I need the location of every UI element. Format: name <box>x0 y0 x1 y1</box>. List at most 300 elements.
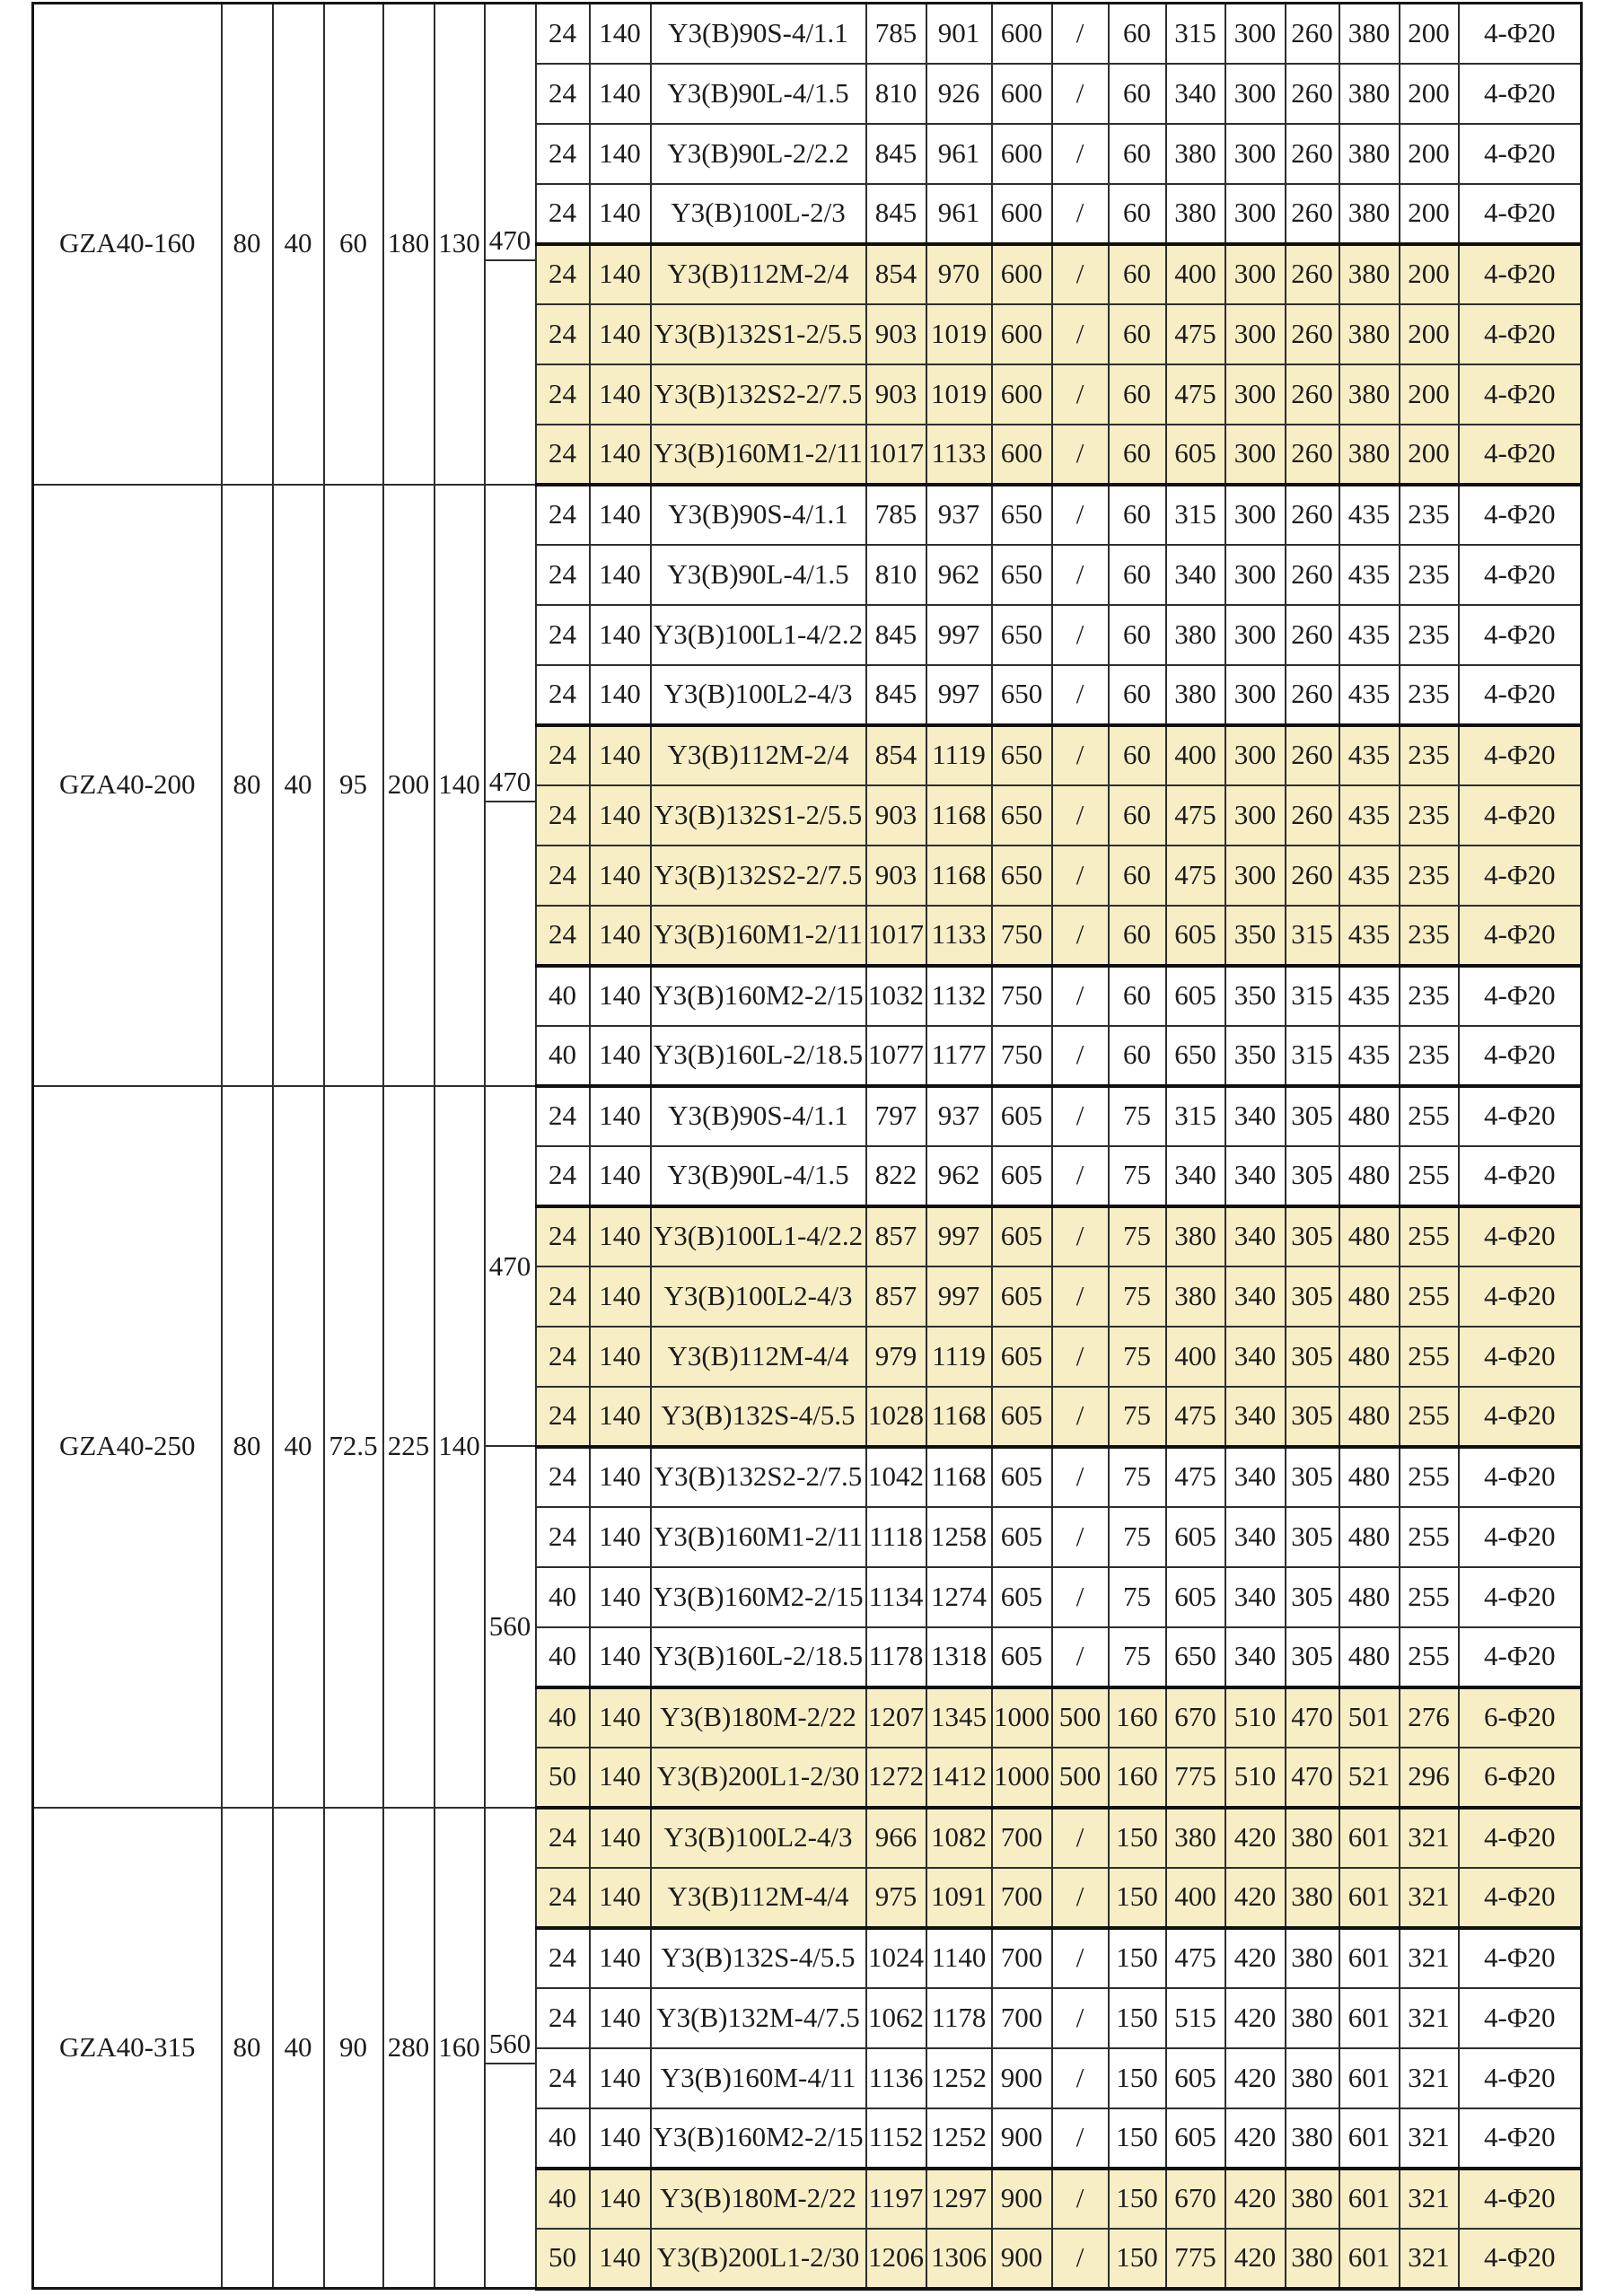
cell: 315 <box>1166 485 1225 545</box>
cell: 601 <box>1339 2048 1400 2108</box>
cell: 1024 <box>866 1928 926 1988</box>
spec-table-body <box>33 4 1582 2289</box>
cell: 997 <box>926 1266 992 1327</box>
cell: 1206 <box>866 2229 926 2289</box>
spec-row <box>33 485 1582 545</box>
cell: 1077 <box>866 1026 926 1086</box>
cell: 435 <box>1339 1026 1400 1086</box>
cell: 350 <box>1225 966 1286 1026</box>
cell: 845 <box>866 665 926 725</box>
cell: 903 <box>866 785 926 846</box>
cell: 24 <box>536 1387 590 1447</box>
cell: / <box>1052 1447 1109 1507</box>
cell: 1091 <box>926 1868 992 1928</box>
cell: Y3(B)112M-4/4 <box>651 1327 866 1387</box>
cell: 380 <box>1286 1808 1339 1868</box>
cell: 24 <box>536 545 590 605</box>
cell: 500 <box>1052 1748 1109 1808</box>
cell: 305 <box>1286 1327 1339 1387</box>
cell: 140 <box>590 364 651 425</box>
cell: 24 <box>536 124 590 184</box>
cell: 200 <box>1400 244 1459 304</box>
cell: 1207 <box>866 1687 926 1748</box>
cell: 380 <box>1339 64 1400 124</box>
cell: 605 <box>992 1387 1052 1447</box>
cell: 380 <box>1339 4 1400 64</box>
cell: 4-Φ20 <box>1459 1146 1582 1206</box>
shaft-divider-line <box>486 259 535 261</box>
cell: 966 <box>866 1808 926 1868</box>
cell: 60 <box>1109 485 1166 545</box>
cell: 260 <box>1286 665 1339 725</box>
dim-cell: 280 <box>383 1808 435 2289</box>
cell: 1028 <box>866 1387 926 1447</box>
cell: 1177 <box>926 1026 992 1086</box>
cell: 937 <box>926 485 992 545</box>
cell: 300 <box>1225 244 1286 304</box>
cell: 420 <box>1225 1868 1286 1928</box>
cell: Y3(B)160M2-2/15 <box>651 2108 866 2169</box>
cell: Y3(B)100L1-4/2.2 <box>651 605 866 665</box>
shaft-height-value: 470 <box>488 765 531 797</box>
cell: 854 <box>866 244 926 304</box>
cell: 260 <box>1286 364 1339 425</box>
cell: 60 <box>1109 725 1166 785</box>
cell: 475 <box>1166 364 1225 425</box>
cell: 321 <box>1400 1808 1459 1868</box>
cell: 1318 <box>926 1627 992 1687</box>
cell: 6-Φ20 <box>1459 1748 1582 1808</box>
cell: 300 <box>1225 665 1286 725</box>
cell: 435 <box>1339 725 1400 785</box>
cell: 605 <box>992 1447 1052 1507</box>
cell: 900 <box>992 2229 1052 2289</box>
cell: 40 <box>536 1567 590 1627</box>
cell: 775 <box>1166 2229 1225 2289</box>
cell: 150 <box>1109 2229 1166 2289</box>
cell: 857 <box>866 1266 926 1327</box>
cell: / <box>1052 1928 1109 1988</box>
cell: 305 <box>1286 1206 1339 1266</box>
cell: 24 <box>536 1206 590 1266</box>
cell: 321 <box>1400 2048 1459 2108</box>
cell: 321 <box>1400 1868 1459 1928</box>
cell: 750 <box>992 906 1052 966</box>
cell: 300 <box>1225 64 1286 124</box>
cell: 380 <box>1286 1988 1339 2048</box>
dim-cell: 40 <box>273 4 324 485</box>
cell: 1082 <box>926 1808 992 1868</box>
cell: 600 <box>992 304 1052 364</box>
dim-cell: 40 <box>273 1086 324 1808</box>
cell: 140 <box>590 184 651 244</box>
cell: 150 <box>1109 1808 1166 1868</box>
cell: 24 <box>536 184 590 244</box>
spec-row <box>33 1086 1582 1146</box>
cell: 305 <box>1286 1146 1339 1206</box>
cell: 1133 <box>926 425 992 485</box>
shaft-height-cell <box>485 4 536 485</box>
cell: 60 <box>1109 785 1166 846</box>
cell: 480 <box>1339 1266 1400 1327</box>
cell: 24 <box>536 64 590 124</box>
cell: Y3(B)180M-2/22 <box>651 1687 866 1748</box>
cell: 380 <box>1339 425 1400 485</box>
cell: 1119 <box>926 1327 992 1387</box>
cell: / <box>1052 1086 1109 1146</box>
cell: 4-Φ20 <box>1459 846 1582 906</box>
cell: 200 <box>1400 425 1459 485</box>
cell: Y3(B)132S2-2/7.5 <box>651 364 866 425</box>
dim-cell: 40 <box>273 485 324 1086</box>
cell: 601 <box>1339 2108 1400 2169</box>
cell: 605 <box>1166 966 1225 1026</box>
cell: 140 <box>590 665 651 725</box>
cell: 4-Φ20 <box>1459 2229 1582 2289</box>
cell: 255 <box>1400 1266 1459 1327</box>
dim-cell: 80 <box>222 1086 273 1808</box>
shaft-height-value: 560 <box>488 2028 531 2060</box>
cell: Y3(B)132S2-2/7.5 <box>651 846 866 906</box>
cell: 75 <box>1109 1447 1166 1507</box>
cell: 601 <box>1339 2229 1400 2289</box>
cell: Y3(B)100L2-4/3 <box>651 1808 866 1868</box>
cell: 340 <box>1225 1327 1286 1387</box>
cell: 200 <box>1400 304 1459 364</box>
cell: 475 <box>1166 1387 1225 1447</box>
cell: 140 <box>590 64 651 124</box>
cell: 1412 <box>926 1748 992 1808</box>
cell: 475 <box>1166 1447 1225 1507</box>
cell: 300 <box>1225 545 1286 605</box>
cell: 1133 <box>926 906 992 966</box>
spec-row <box>33 4 1582 64</box>
cell: / <box>1052 1206 1109 1266</box>
cell: 521 <box>1339 1748 1400 1808</box>
cell: 1062 <box>866 1988 926 2048</box>
cell: 340 <box>1166 1146 1225 1206</box>
cell: 605 <box>1166 425 1225 485</box>
cell: 857 <box>866 1206 926 1266</box>
cell: / <box>1052 1567 1109 1627</box>
cell: 797 <box>866 1086 926 1146</box>
cell: 420 <box>1225 2108 1286 2169</box>
cell: 140 <box>590 1808 651 1868</box>
cell: 235 <box>1400 605 1459 665</box>
cell: 501 <box>1339 1687 1400 1748</box>
cell: Y3(B)160M2-2/15 <box>651 966 866 1026</box>
cell: 140 <box>590 2108 651 2169</box>
cell: / <box>1052 4 1109 64</box>
cell: 40 <box>536 2108 590 2169</box>
cell: 140 <box>590 304 651 364</box>
cell: 600 <box>992 124 1052 184</box>
cell: 24 <box>536 364 590 425</box>
cell: 400 <box>1166 725 1225 785</box>
cell: 300 <box>1225 184 1286 244</box>
cell: 300 <box>1225 425 1286 485</box>
cell: 300 <box>1225 4 1286 64</box>
cell: 380 <box>1166 665 1225 725</box>
dim-cell: 80 <box>222 1808 273 2289</box>
cell: / <box>1052 665 1109 725</box>
cell: 4-Φ20 <box>1459 1988 1582 2048</box>
cell: 4-Φ20 <box>1459 1808 1582 1868</box>
cell: 260 <box>1286 425 1339 485</box>
cell: 1132 <box>926 966 992 1026</box>
cell: Y3(B)132S-4/5.5 <box>651 1928 866 1988</box>
shaft-height-cell <box>485 1808 536 2289</box>
cell: / <box>1052 244 1109 304</box>
cell: 260 <box>1286 605 1339 665</box>
cell: 40 <box>536 966 590 1026</box>
cell: 1134 <box>866 1567 926 1627</box>
cell: / <box>1052 906 1109 966</box>
shaft-height-cell <box>485 485 536 1086</box>
cell: 380 <box>1339 244 1400 304</box>
cell: 140 <box>590 1086 651 1146</box>
cell: 150 <box>1109 2108 1166 2169</box>
cell: 235 <box>1400 906 1459 966</box>
cell: 605 <box>992 1146 1052 1206</box>
cell: 900 <box>992 2108 1052 2169</box>
cell: 150 <box>1109 2048 1166 2108</box>
cell: 480 <box>1339 1387 1400 1447</box>
cell: / <box>1052 304 1109 364</box>
cell: 650 <box>992 785 1052 846</box>
cell: 480 <box>1339 1507 1400 1567</box>
cell: 380 <box>1286 1868 1339 1928</box>
cell: 4-Φ20 <box>1459 4 1582 64</box>
cell: Y3(B)160M-4/11 <box>651 2048 866 2108</box>
cell: 140 <box>590 605 651 665</box>
cell: 260 <box>1286 725 1339 785</box>
cell: 140 <box>590 1627 651 1687</box>
shaft-divider-line <box>486 2063 535 2064</box>
cell: 605 <box>1166 906 1225 966</box>
spec-row <box>33 1808 1582 1868</box>
cell: 4-Φ20 <box>1459 966 1582 1026</box>
cell: 140 <box>590 906 651 966</box>
cell: 160 <box>1109 1748 1166 1808</box>
cell: 24 <box>536 1327 590 1387</box>
cell: 24 <box>536 1447 590 1507</box>
cell: 24 <box>536 1086 590 1146</box>
cell: 785 <box>866 485 926 545</box>
cell: 822 <box>866 1146 926 1206</box>
cell: 605 <box>992 1086 1052 1146</box>
dim-cell: 130 <box>435 4 485 485</box>
cell: 380 <box>1339 124 1400 184</box>
cell: 650 <box>992 665 1052 725</box>
cell: 4-Φ20 <box>1459 2108 1582 2169</box>
dim-cell: 60 <box>324 4 383 485</box>
cell: 200 <box>1400 364 1459 425</box>
cell: 4-Φ20 <box>1459 2169 1582 2229</box>
dim-cell: 180 <box>383 4 435 485</box>
cell: 140 <box>590 1748 651 1808</box>
cell: 380 <box>1286 1928 1339 1988</box>
cell: 785 <box>866 4 926 64</box>
cell: 601 <box>1339 1868 1400 1928</box>
cell: 380 <box>1166 605 1225 665</box>
cell: 420 <box>1225 2169 1286 2229</box>
dim-cell: 80 <box>222 485 273 1086</box>
cell: 420 <box>1225 1928 1286 1988</box>
cell: 140 <box>590 4 651 64</box>
cell: 60 <box>1109 124 1166 184</box>
cell: 400 <box>1166 1327 1225 1387</box>
cell: 321 <box>1400 1988 1459 2048</box>
cell: 1032 <box>866 966 926 1026</box>
cell: 235 <box>1400 725 1459 785</box>
dim-cell: 225 <box>383 1086 435 1808</box>
cell: 305 <box>1286 1567 1339 1627</box>
cell: 605 <box>992 1327 1052 1387</box>
cell: 600 <box>992 364 1052 425</box>
cell: 605 <box>992 1206 1052 1266</box>
cell: 500 <box>1052 1687 1109 1748</box>
cell: Y3(B)132S2-2/7.5 <box>651 1447 866 1507</box>
cell: 1019 <box>926 304 992 364</box>
cell: / <box>1052 2108 1109 2169</box>
cell: 60 <box>1109 665 1166 725</box>
cell: 305 <box>1286 1086 1339 1146</box>
cell: 60 <box>1109 846 1166 906</box>
cell: Y3(B)100L-2/3 <box>651 184 866 244</box>
cell: 775 <box>1166 1748 1225 1808</box>
cell: 510 <box>1225 1748 1286 1808</box>
cell: 75 <box>1109 1567 1166 1627</box>
cell: 24 <box>536 304 590 364</box>
cell: 650 <box>1166 1627 1225 1687</box>
cell: 961 <box>926 124 992 184</box>
cell: 1252 <box>926 2048 992 2108</box>
cell: 255 <box>1400 1567 1459 1627</box>
cell: 4-Φ20 <box>1459 364 1582 425</box>
cell: 750 <box>992 966 1052 1026</box>
cell: 235 <box>1400 485 1459 545</box>
cell: 810 <box>866 64 926 124</box>
cell: 150 <box>1109 2169 1166 2229</box>
cell: 926 <box>926 64 992 124</box>
cell: 970 <box>926 244 992 304</box>
cell: 60 <box>1109 906 1166 966</box>
cell: 260 <box>1286 846 1339 906</box>
cell: 1000 <box>992 1687 1052 1748</box>
cell: 255 <box>1400 1507 1459 1567</box>
cell: 140 <box>590 2048 651 2108</box>
cell: 962 <box>926 545 992 605</box>
cell: / <box>1052 1507 1109 1567</box>
dim-cell: 72.5 <box>324 1086 383 1808</box>
cell: 903 <box>866 304 926 364</box>
cell: / <box>1052 364 1109 425</box>
cell: 235 <box>1400 846 1459 906</box>
cell: 854 <box>866 725 926 785</box>
cell: Y3(B)100L2-4/3 <box>651 1266 866 1327</box>
cell: 24 <box>536 1988 590 2048</box>
cell: 24 <box>536 665 590 725</box>
cell: Y3(B)90L-4/1.5 <box>651 545 866 605</box>
cell: 260 <box>1286 244 1339 304</box>
cell: 200 <box>1400 124 1459 184</box>
cell: 315 <box>1166 4 1225 64</box>
cell: 901 <box>926 4 992 64</box>
shaft-height-cell <box>485 1086 536 1808</box>
cell: 60 <box>1109 1026 1166 1086</box>
cell: 480 <box>1339 1327 1400 1387</box>
cell: 1274 <box>926 1567 992 1627</box>
cell: 140 <box>590 545 651 605</box>
cell: 140 <box>590 1868 651 1928</box>
cell: 1168 <box>926 1447 992 1507</box>
cell: 1272 <box>866 1748 926 1808</box>
cell: 601 <box>1339 2169 1400 2229</box>
cell: 903 <box>866 846 926 906</box>
cell: 650 <box>992 545 1052 605</box>
cell: 435 <box>1339 485 1400 545</box>
cell: 140 <box>590 1988 651 2048</box>
cell: 140 <box>590 1206 651 1266</box>
cell: 4-Φ20 <box>1459 1627 1582 1687</box>
cell: 60 <box>1109 966 1166 1026</box>
cell: 4-Φ20 <box>1459 1868 1582 1928</box>
cell: 4-Φ20 <box>1459 304 1582 364</box>
cell: 24 <box>536 605 590 665</box>
dim-cell: 140 <box>435 485 485 1086</box>
cell: 255 <box>1400 1627 1459 1687</box>
cell: 300 <box>1225 605 1286 665</box>
cell: 350 <box>1225 1026 1286 1086</box>
cell: 305 <box>1286 1507 1339 1567</box>
cell: / <box>1052 966 1109 1026</box>
cell: 1017 <box>866 425 926 485</box>
cell: 997 <box>926 1206 992 1266</box>
dim-cell: 95 <box>324 485 383 1086</box>
cell: 4-Φ20 <box>1459 725 1582 785</box>
cell: 962 <box>926 1146 992 1206</box>
cell: Y3(B)160M1-2/11 <box>651 1507 866 1567</box>
cell: / <box>1052 545 1109 605</box>
cell: 480 <box>1339 1086 1400 1146</box>
model-cell: GZA40-250 <box>33 1086 222 1808</box>
cell: 435 <box>1339 545 1400 605</box>
cell: / <box>1052 2048 1109 2108</box>
cell: 75 <box>1109 1086 1166 1146</box>
cell: 24 <box>536 425 590 485</box>
cell: 480 <box>1339 1447 1400 1507</box>
dim-cell: 80 <box>222 4 273 485</box>
cell: 845 <box>866 124 926 184</box>
cell: / <box>1052 124 1109 184</box>
cell: / <box>1052 485 1109 545</box>
cell: 4-Φ20 <box>1459 1206 1582 1266</box>
cell: 24 <box>536 846 590 906</box>
cell: 650 <box>992 725 1052 785</box>
cell: 60 <box>1109 605 1166 665</box>
cell: 24 <box>536 485 590 545</box>
cell: 200 <box>1400 184 1459 244</box>
cell: 300 <box>1225 725 1286 785</box>
cell: Y3(B)112M-4/4 <box>651 1868 866 1928</box>
cell: 4-Φ20 <box>1459 184 1582 244</box>
cell: 650 <box>992 846 1052 906</box>
cell: 605 <box>1166 1567 1225 1627</box>
cell: 75 <box>1109 1507 1166 1567</box>
cell: 961 <box>926 184 992 244</box>
cell: 1000 <box>992 1748 1052 1808</box>
